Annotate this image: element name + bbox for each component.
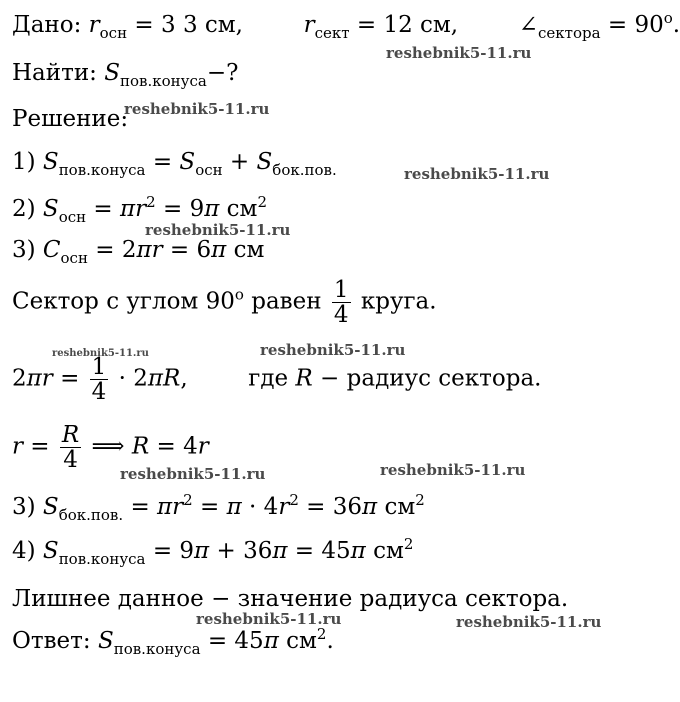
r-sector-value: 12 см, (383, 12, 459, 38)
answer-line: Ответ: $S_{пов.конуса} = 45\pi$ $см^2$. (12, 625, 334, 658)
step-4-unit: см (384, 494, 416, 520)
step-3-unit: см (233, 237, 265, 263)
step-1-sub-lateral: бок.пов. (272, 161, 337, 179)
sector-text: Сектор с углом 90 (12, 288, 235, 315)
watermark: reshebnik5-11.ru (260, 341, 406, 359)
step-2-sub: осн (58, 208, 87, 226)
step-1-number: 1) (12, 149, 36, 175)
find-rest: −? (206, 60, 239, 86)
step-2: 2) $S_{осн} = \pi r^2 = 9\pi$ $см^2$ (12, 193, 267, 226)
given-line: Дано: $r_{осн} = 3$ 3 см, $r_{сект} = 12$ см, $\angle_{сектора} = 90^o$. (12, 9, 680, 42)
step-4-number: 3) (12, 494, 36, 520)
answer-unit: см (286, 628, 317, 654)
answer-sub: пов.конуса (113, 640, 201, 658)
extra-data-note: Лишнее данное − значение радиуса сектора. (12, 586, 569, 612)
step-3: 3) $C_{осн} = 2\pi r = 6\pi$ см (12, 237, 265, 267)
sector-end: круга. (360, 288, 437, 315)
watermark: reshebnik5-11.ru (52, 348, 149, 359)
step-4-sub: бок.пов. (58, 506, 124, 524)
watermark: reshebnik5-11.ru (386, 44, 532, 62)
angle-deg: o (663, 9, 673, 27)
watermark: reshebnik5-11.ru (196, 610, 342, 628)
circumference-equation: 2πr = $\frac{1}{4}$ · 2πR, где R − радиус сектора. (12, 354, 542, 406)
answer-label: Ответ: (12, 628, 91, 654)
angle-symbol: ∠ (518, 12, 539, 38)
find-label: Найти: (12, 60, 97, 86)
angle-value: 90 (634, 12, 664, 38)
r-base-sub: осн (99, 24, 128, 42)
step-3-sub: осн (60, 249, 88, 267)
where-label: где (248, 365, 289, 392)
sector-mid: равен (251, 288, 322, 315)
sector-line (12, 278, 437, 327)
find-line: Найти: $S_{пов.конуса}-$? (12, 60, 239, 90)
step-2-number: 2) (12, 196, 36, 222)
given-label: Дано: (12, 12, 82, 38)
watermark: reshebnik5-11.ru (124, 100, 270, 118)
watermark: reshebnik5-11.ru (456, 613, 602, 631)
sector-deg: o (234, 285, 244, 304)
step-3-number: 3) (12, 237, 36, 263)
find-sub: пов.конуса (119, 72, 207, 90)
circumference-fraction: $\frac{1}{4}$ (91, 354, 107, 406)
step-2-unit: см (226, 196, 258, 222)
watermark: reshebnik5-11.ru (404, 165, 550, 183)
sector-fraction: $\frac{1}{4}$ (333, 277, 349, 329)
angle-end: . (672, 12, 680, 38)
r-base-value: 3 см, (182, 12, 243, 38)
angle-sub: сектора (538, 24, 601, 42)
step-1: 1) $S_{пов.конуса} = S_{осн} + S_{бок.пов.}$ (12, 149, 337, 179)
step-4: 3) $S_{бок.пов.} = \pi r^2 = \pi \cdot 4r^2 = 36\pi$ $см^2$ (12, 491, 425, 524)
step-5-unit: см (373, 538, 404, 564)
radius-fraction: $\frac{R}{4}$ (61, 422, 80, 474)
step-5-sub: пов.конуса (58, 550, 146, 568)
where-rest: − радиус сектора. (320, 365, 542, 392)
watermark: reshebnik5-11.ru (120, 465, 266, 483)
radius-equation: r = $\frac{R}{4}$ ⟹ R = 4r (12, 422, 209, 474)
solution-label: Решение: (12, 106, 129, 132)
step-1-sub-total: пов.конуса (58, 161, 146, 179)
step-5-number: 4) (12, 538, 36, 564)
watermark: reshebnik5-11.ru (145, 221, 291, 239)
step-5: 4) $S_{пов.конуса} = 9\pi + 36\pi = 45\pi$ $см^2$ (12, 535, 414, 568)
watermark: reshebnik5-11.ru (380, 461, 526, 479)
r-sector-sub: сект (314, 24, 350, 42)
answer-end: . (326, 628, 334, 654)
step-1-sub-base: осн (195, 161, 223, 179)
